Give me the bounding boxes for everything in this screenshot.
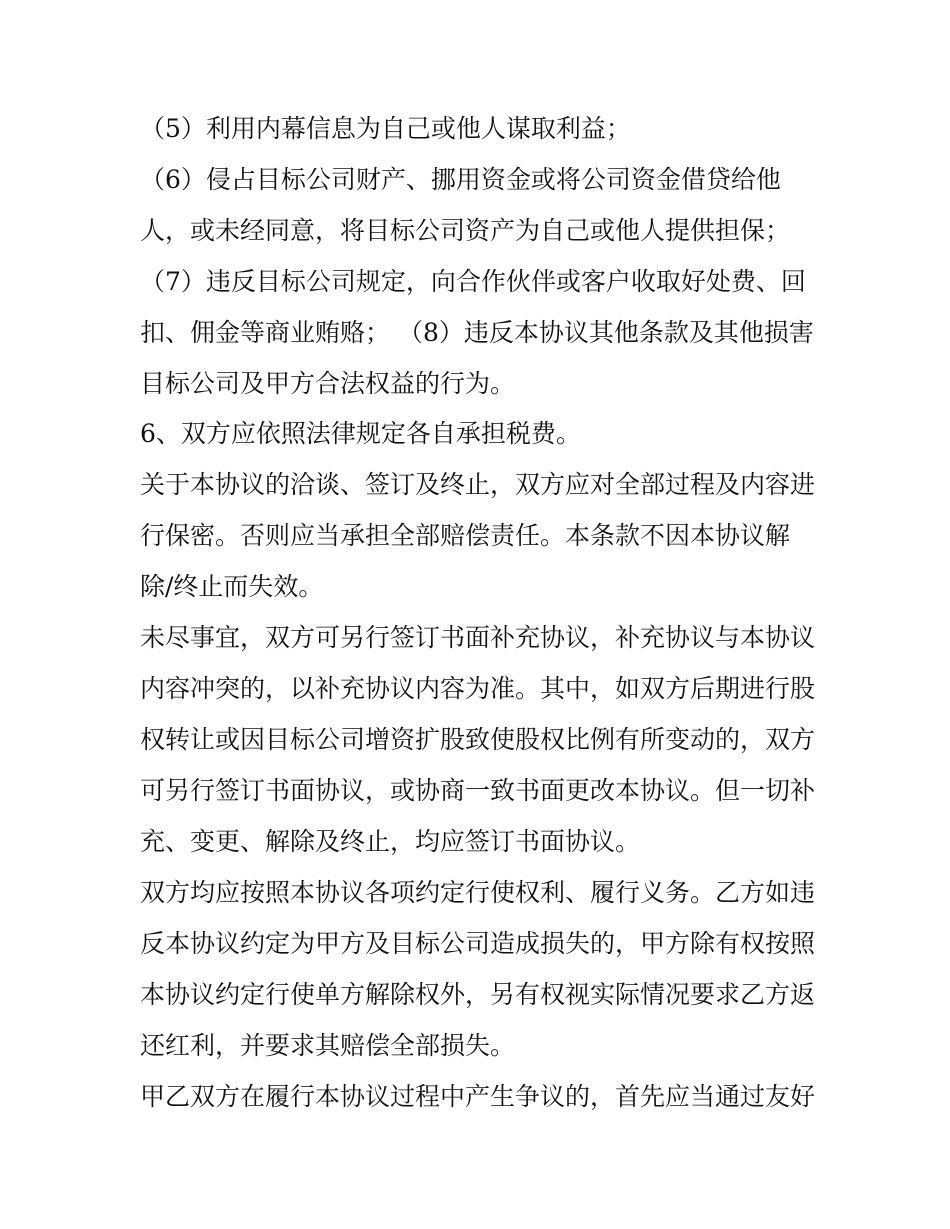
text-line: 权转让或因目标公司增资扩股致使股权比例有所变动的，双方 [140,725,816,754]
text-line: 可另行签订书面协议，或协商一致书面更改本协议。但一切补 [140,776,816,805]
text-line: 反本协议约定为甲方及目标公司造成损失的，甲方除有权按照 [140,929,816,958]
text-line: 内容冲突的，以补充协议内容为准。其中，如双方后期进行股 [140,674,816,703]
text-line: 除/终止而失效。 [140,572,324,601]
text-line: 双方均应按照本协议各项约定行使权利、履行义务。乙方如违 [140,878,816,907]
text-line: 充、变更、解除及终止，均应签订书面协议。 [140,827,641,856]
text-line: 甲乙双方在履行本协议过程中产生争议的，首先应当通过友好 [140,1082,816,1111]
text-line: 行保密。否则应当承担全部赔偿责任。本条款不因本协议解 [140,521,791,550]
text-line: 本协议约定行使单方解除权外，另有权视实际情况要求乙方返 [140,980,816,1009]
text-line: 6、双方应依照法律规定各自承担税费。 [140,419,581,448]
text-line: （6）侵占目标公司财产、挪用资金或将公司资金借贷给他 [140,165,781,194]
text-line: 目标公司及甲方合法权益的行为。 [140,369,516,398]
text-line: 关于本协议的洽谈、签订及终止，双方应对全部过程及内容进 [140,470,816,499]
text-line: 扣、佣金等商业贿赂； （8）违反本协议其他条款及其他损害 [140,318,814,347]
text-line: （7）违反目标公司规定，向合作伙伴或客户收取好处费、回 [140,267,806,296]
text-line: 还红利，并要求其赔偿全部损失。 [140,1031,516,1060]
text-line: 人，或未经同意，将目标公司资产为自己或他人提供担保； [140,216,791,245]
text-line: （5）利用内幕信息为自己或他人谋取利益； [140,114,631,143]
text-line: 未尽事宜，双方可另行签订书面补充协议，补充协议与本协议 [140,623,816,652]
